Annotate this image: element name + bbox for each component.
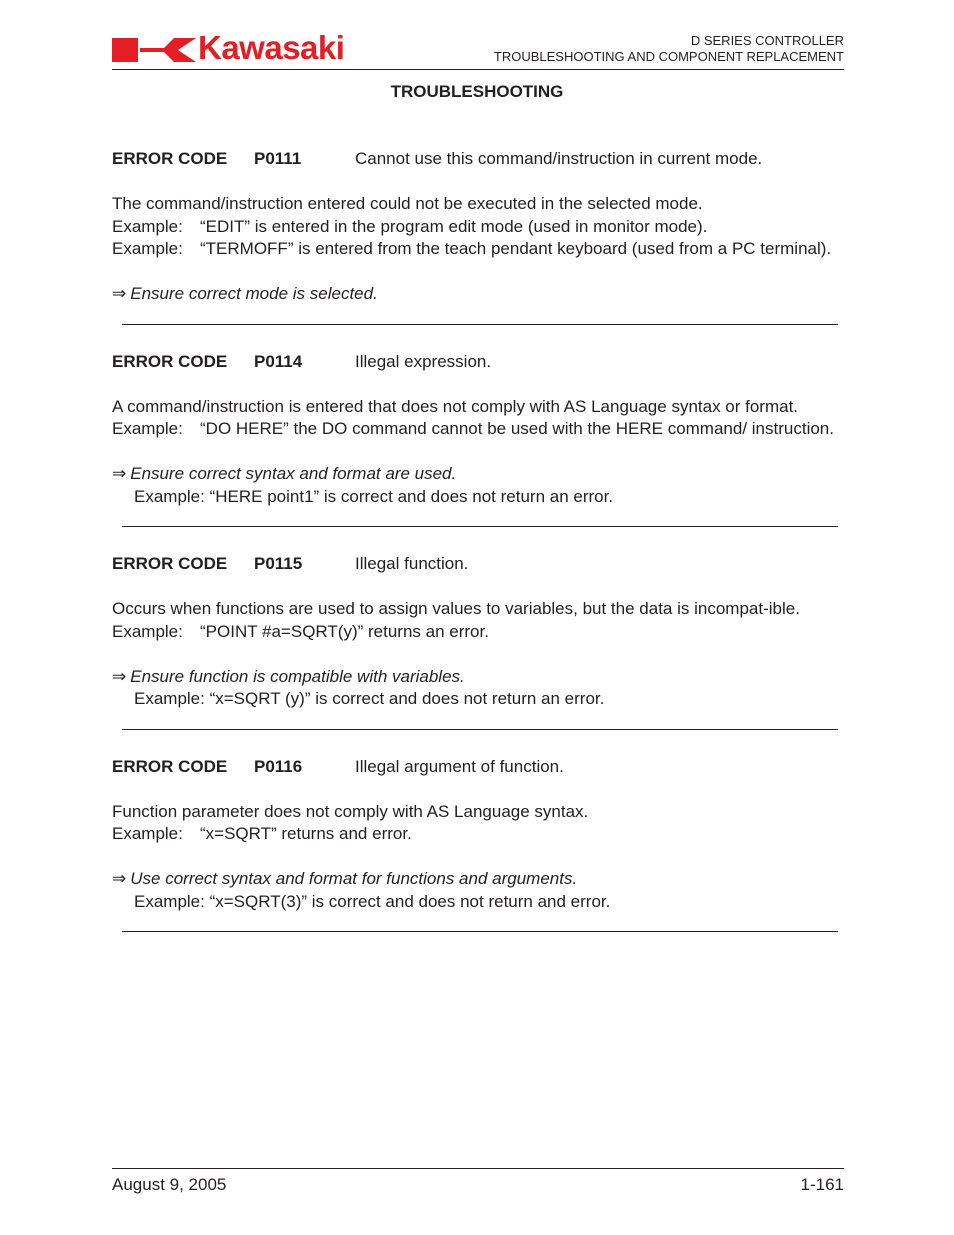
remedy-text: Ensure correct syntax and format are used. (130, 464, 457, 483)
error-heading (112, 756, 844, 779)
example-label: Example: (112, 824, 183, 843)
example-line (112, 621, 844, 644)
example-text: “x=SQRT” returns and error. (200, 824, 412, 843)
error-heading (112, 553, 844, 576)
error-entry-p0116 (112, 756, 844, 933)
document-header (494, 33, 844, 65)
error-code: P0116 (254, 756, 303, 776)
doc-title-line2: TROUBLESHOOTING AND COMPONENT REPLACEMENT (493, 49, 844, 64)
error-entry-p0114 (112, 351, 844, 528)
example-label: Example: (112, 419, 183, 438)
error-code: P0114 (254, 351, 303, 371)
error-description: A command/instruction is entered that does not comply with AS Language syntax or format. (112, 396, 799, 416)
error-description: The command/instruction entered could not be executed in the selected mode. (112, 194, 703, 213)
page-title: TROUBLESHOOTING (390, 82, 564, 101)
separator (122, 729, 838, 730)
remedy-example: Example: “x=SQRT (y)” is correct and does not return an error. (134, 689, 605, 708)
example-label: Example: (112, 239, 183, 258)
doc-title-line1: D SERIES CONTROLLER (690, 33, 844, 48)
separator (122, 931, 838, 932)
error-heading (112, 148, 844, 171)
error-code-label: ERROR CODE (112, 756, 228, 776)
example-text: “TERMOFF” is entered from the teach pendant keyboard (used from a PC terminal). (200, 239, 832, 258)
remedy (112, 666, 844, 689)
error-code: P0111 (254, 149, 302, 168)
error-message: Illegal expression. (355, 351, 492, 371)
page-number: 1-161 (800, 1175, 844, 1194)
error-message: Illegal argument of function. (355, 756, 564, 776)
example-line (112, 216, 844, 239)
error-message: Illegal function. (355, 554, 469, 573)
remedy-example: Example: “HERE point1” is correct and does not return an error. (134, 486, 614, 506)
example-text: “EDIT” is entered in the program edit mode (used in monitor mode). (200, 216, 708, 236)
remedy (112, 868, 844, 891)
remedy-arrow-icon: ⇒ (112, 464, 127, 483)
example-line (112, 238, 844, 261)
brand-name: Kawasaki (198, 29, 345, 66)
example-line (112, 418, 844, 441)
remedy-text: Ensure function is compatible with variables. (130, 666, 465, 686)
header-rule (112, 69, 844, 70)
footer-date: August 9, 2005 (112, 1175, 227, 1194)
error-code: P0115 (254, 554, 303, 573)
error-list (112, 148, 844, 958)
kawasaki-logo (112, 29, 392, 66)
remedy-arrow-icon: ⇒ (112, 284, 127, 303)
error-description: Occurs when functions are used to assign values to variables, but the data is incompat-ible. (112, 599, 800, 618)
error-entry-p0115 (112, 553, 844, 730)
remedy-text: Use correct syntax and format for functions and arguments. (130, 869, 578, 888)
example-label: Example: (112, 216, 183, 236)
example-text: “POINT #a=SQRT(y)” returns an error. (200, 621, 489, 641)
remedy-example: Example: “x=SQRT(3)” is correct and does not return and error. (134, 891, 611, 911)
error-code-label: ERROR CODE (112, 554, 228, 573)
example-line (112, 823, 844, 846)
example-label: Example: (112, 621, 183, 641)
error-description: Function parameter does not comply with AS Language syntax. (112, 801, 589, 821)
river-mark-icon (112, 34, 198, 68)
footer-rule (112, 1168, 844, 1169)
remedy (112, 283, 844, 306)
remedy-arrow-icon: ⇒ (112, 869, 127, 888)
error-code-label: ERROR CODE (112, 149, 228, 168)
separator (122, 324, 838, 325)
error-entry-p0111 (112, 148, 844, 325)
error-heading (112, 351, 844, 374)
separator (122, 526, 838, 527)
error-code-label: ERROR CODE (112, 351, 228, 371)
remedy-text: Ensure correct mode is selected. (130, 284, 378, 303)
remedy (112, 463, 844, 486)
example-text: “DO HERE” the DO command cannot be used with the HERE command/ instruction. (200, 419, 834, 438)
remedy-arrow-icon: ⇒ (112, 666, 127, 686)
error-message: Cannot use this command/instruction in current mode. (355, 149, 763, 168)
